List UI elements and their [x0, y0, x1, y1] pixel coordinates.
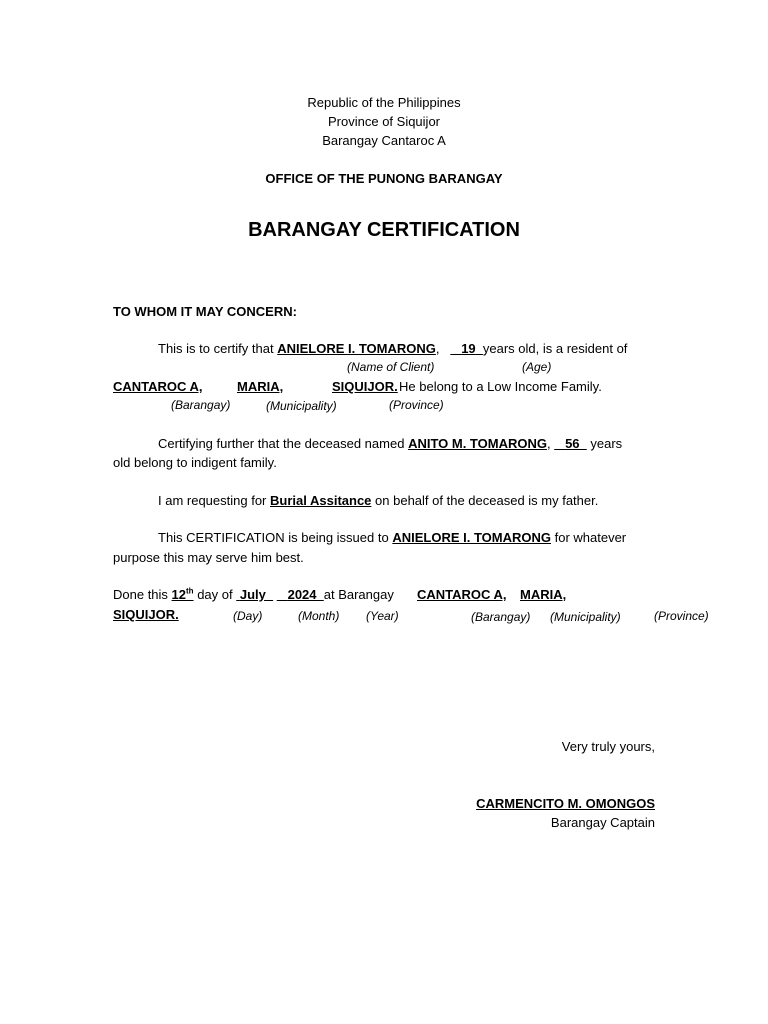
p3-line: [158, 493, 598, 509]
p3-prefix: I am requesting for: [158, 493, 267, 508]
p2-suffix: years: [590, 436, 623, 451]
label-month: (Month): [298, 609, 340, 623]
header-province: Province of Siquijor: [328, 114, 440, 129]
deceased-age-value: 56: [565, 436, 580, 451]
done-month: [236, 587, 273, 602]
label-done-barangay: (Barangay): [471, 610, 531, 624]
done-province: SIQUIJOR.: [113, 607, 179, 622]
p4-line2: purpose this may serve him best.: [113, 550, 304, 565]
issued-to-name: ANIELORE I. TOMARONG: [392, 530, 551, 545]
done-prefix: Done this: [113, 587, 168, 602]
p1-suffix: years old, is a resident of: [482, 341, 628, 356]
label-name-of-client: (Name of Client): [347, 360, 435, 374]
label-barangay: (Barangay): [171, 398, 231, 412]
deceased-name: ANITO M. TOMARONG: [408, 436, 547, 451]
done-day-of: day of: [197, 587, 233, 602]
done-year: [277, 587, 324, 602]
header-barangay: Barangay Cantaroc A: [322, 133, 446, 148]
done-municipality: MARIA,: [520, 587, 567, 602]
label-day: (Day): [233, 609, 263, 623]
p4-prefix: This CERTIFICATION is being issued to: [158, 530, 389, 545]
signatory-position: Barangay Captain: [550, 815, 655, 830]
done-month-value: July: [239, 587, 266, 602]
p1-barangay: CANTAROC A,: [113, 379, 203, 394]
label-done-province: (Province): [654, 609, 709, 623]
p2-comma: ,: [546, 436, 551, 451]
done-day-value: 12: [171, 587, 187, 602]
label-done-municipality: (Municipality): [550, 610, 621, 624]
p1-municipality: MARIA,: [237, 379, 284, 394]
client-age-value: 19: [461, 341, 476, 356]
p2-line2: old belong to indigent family.: [113, 455, 277, 470]
deceased-age: [554, 436, 587, 451]
office-heading: OFFICE OF THE PUNONG BARANGAY: [265, 171, 503, 186]
closing-regards: Very truly yours,: [561, 739, 655, 754]
done-year-value: 2024: [287, 587, 317, 602]
signatory-name: CARMENCITO M. OMONGOS: [476, 796, 655, 811]
done-barangay: CANTAROC A,: [417, 587, 507, 602]
done-line: [113, 587, 394, 603]
done-day: [172, 587, 194, 602]
client-name: ANIELORE I. TOMARONG: [277, 341, 436, 356]
p4-line1: [158, 530, 626, 546]
label-province: (Province): [389, 398, 444, 412]
salutation: TO WHOM IT MAY CONCERN:: [113, 304, 297, 319]
label-age: (Age): [522, 360, 552, 374]
p1-line1: [158, 341, 627, 357]
p2-line1: [158, 436, 622, 452]
p1-comma: ,: [435, 341, 440, 356]
done-day-sup: th: [186, 586, 194, 596]
label-year: (Year): [366, 609, 399, 623]
p1-tail: He belong to a Low Income Family.: [399, 379, 602, 394]
document-title: BARANGAY CERTIFICATION: [248, 219, 520, 241]
p1-province: SIQUIJOR.: [332, 379, 398, 394]
client-age: [450, 341, 483, 356]
p1-prefix: This is to certify that: [158, 341, 274, 356]
header-republic: Republic of the Philippines: [307, 95, 461, 110]
p3-suffix: on behalf of the deceased is my father.: [375, 493, 599, 508]
label-municipality: (Municipality): [266, 399, 337, 413]
p2-prefix: Certifying further that the deceased named: [158, 436, 405, 451]
done-at: at Barangay: [323, 587, 394, 602]
p4-suffix: for whatever: [554, 530, 627, 545]
assistance-type: Burial Assitance: [270, 493, 372, 508]
